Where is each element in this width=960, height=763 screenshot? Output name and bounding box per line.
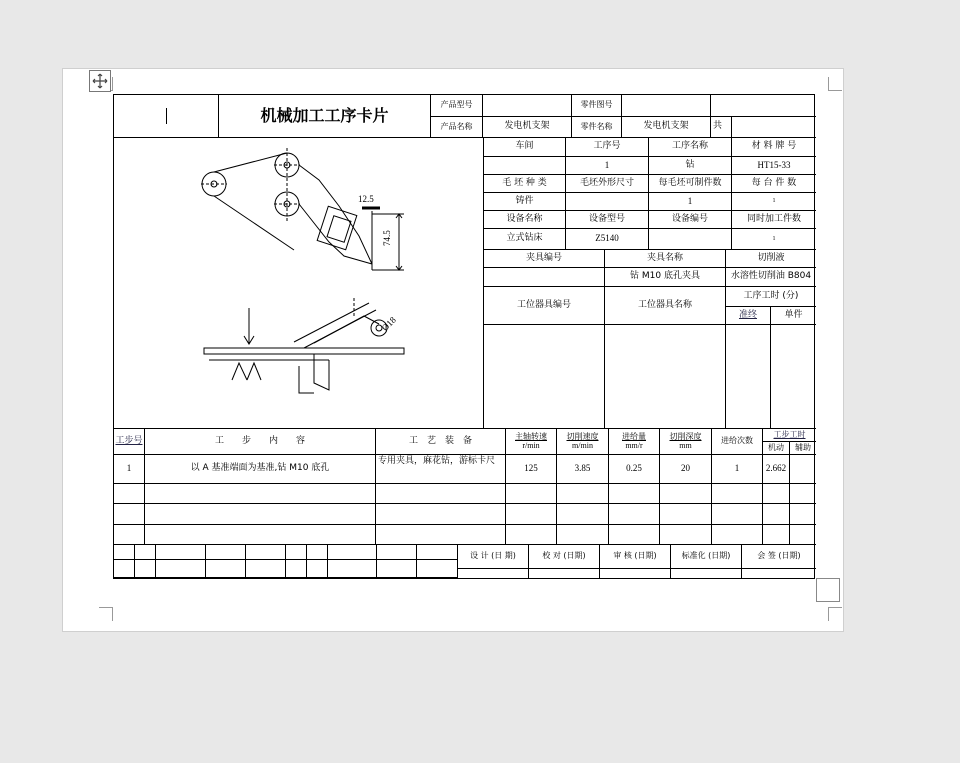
unit-time-area[interactable] (771, 325, 816, 429)
material-label: 材 料 牌 号 (732, 138, 816, 157)
total-label: 共 (711, 117, 732, 138)
table-row[interactable] (114, 525, 145, 545)
pieces-per-unit-value[interactable]: 1 (732, 193, 816, 211)
table-row[interactable] (763, 484, 790, 504)
step-1-spindle[interactable]: 125 (506, 455, 557, 484)
part-name-value[interactable]: 发电机支架 (622, 117, 711, 138)
dim-12-5: 12.5 (358, 194, 374, 204)
table-row[interactable] (609, 484, 660, 504)
pieces-per-unit-label: 每 台 件 数 (732, 175, 816, 193)
table-row[interactable] (145, 484, 376, 504)
table-row[interactable] (609, 525, 660, 545)
revision-cell[interactable] (135, 545, 156, 560)
table-row[interactable] (790, 525, 816, 545)
material-value[interactable]: HT15-33 (732, 157, 816, 175)
table-row[interactable] (376, 484, 506, 504)
step-1-speed[interactable]: 3.85 (557, 455, 609, 484)
cut-speed-unit: m/min (572, 440, 593, 450)
table-row[interactable] (557, 484, 609, 504)
table-row[interactable] (790, 504, 816, 525)
dim-74-5: 74.5 (382, 230, 392, 246)
revision-cell[interactable] (206, 545, 246, 560)
proof-signature-field[interactable] (529, 569, 600, 578)
logo-cell[interactable] (114, 95, 219, 138)
workshop-value[interactable] (484, 157, 566, 175)
equip-name-label: 设备名称 (484, 211, 566, 229)
op-no-value[interactable]: 1 (566, 157, 649, 175)
header-extra-top[interactable] (711, 95, 816, 117)
spindle-label: 主轴转速 (515, 431, 547, 441)
step-time-header: 工步工时 (763, 429, 816, 442)
station-tool-name-area[interactable] (605, 325, 726, 429)
coolant-value[interactable]: 水溶性切削油 B804 (726, 268, 816, 287)
cut-speed-header (557, 429, 609, 455)
step-1-aux[interactable] (790, 455, 816, 484)
header-extra-bottom[interactable] (732, 117, 816, 138)
product-name-label: 产品名称 (431, 117, 483, 138)
passes-header: 进给次数 (712, 429, 763, 455)
op-no-label: 工序号 (566, 138, 649, 157)
step-1-content[interactable]: 以 A 基准端面为基准,钻 M10 底孔 (145, 455, 376, 484)
machine-time-header: 机动 (763, 442, 790, 455)
table-row[interactable] (609, 504, 660, 525)
table-row[interactable] (506, 525, 557, 545)
revision-cell[interactable] (328, 560, 377, 578)
depth-header (660, 429, 712, 455)
step-content-header: 工 步 内 容 (145, 429, 376, 455)
station-tool-no-label: 工位器具编号 (484, 287, 605, 325)
table-row[interactable] (660, 525, 712, 545)
op-name-value[interactable]: 钻 (649, 157, 732, 175)
table-row[interactable] (114, 484, 145, 504)
revision-cell[interactable] (377, 560, 417, 578)
countersign-field[interactable] (742, 569, 816, 578)
depth-unit: mm (679, 440, 692, 450)
revision-cell[interactable] (286, 560, 307, 578)
revision-cell[interactable] (328, 545, 377, 560)
table-row[interactable] (790, 484, 816, 504)
part-drawing-no-value[interactable] (622, 95, 711, 117)
step-1-passes[interactable]: 1 (712, 455, 763, 484)
fixture-no-label: 夹具编号 (484, 250, 605, 268)
table-row[interactable] (660, 484, 712, 504)
crop-mark-bottom-right (828, 607, 842, 621)
step-equipment-header: 工 艺 装 备 (376, 429, 506, 455)
fixture-no-value[interactable] (484, 268, 605, 287)
table-row[interactable] (145, 525, 376, 545)
blank-type-value[interactable]: 铸件 (484, 193, 566, 211)
revision-cell[interactable] (156, 560, 206, 578)
spindle-unit: r/min (522, 440, 540, 450)
part-drawing (114, 138, 484, 429)
product-model-value[interactable] (483, 95, 572, 117)
revision-cell[interactable] (246, 560, 286, 578)
station-tool-no-area[interactable] (484, 325, 605, 429)
blank-size-label: 毛坯外形尺寸 (566, 175, 649, 193)
table-row[interactable] (506, 504, 557, 525)
part-name-label: 零件名称 (572, 117, 622, 138)
proof-signature-label: 校 对 (日期) (529, 545, 600, 569)
design-signature-label: 设 计 (日 期) (458, 545, 529, 569)
equip-name-value[interactable]: 立式钻床 (484, 229, 566, 250)
revision-cell[interactable] (417, 560, 458, 578)
process-card-table (113, 94, 815, 579)
concurrent-value[interactable]: 1 (732, 229, 816, 250)
prep-time-label[interactable]: 准终 (726, 307, 771, 325)
equip-no-value[interactable] (649, 229, 732, 250)
prep-time-area[interactable] (726, 325, 771, 429)
revision-cell[interactable] (114, 560, 135, 578)
product-model-label: 产品型号 (431, 95, 483, 117)
table-row[interactable] (763, 504, 790, 525)
table-row[interactable] (376, 504, 506, 525)
equip-model-value[interactable]: Z5140 (566, 229, 649, 250)
table-row[interactable] (660, 504, 712, 525)
dim-diameter: Ø18 (379, 314, 398, 333)
step-1-depth[interactable]: 20 (660, 455, 712, 484)
station-tool-name-label: 工位器具名称 (605, 287, 726, 325)
part-drawing-area (114, 138, 484, 429)
standard-signature-field[interactable] (671, 569, 742, 578)
step-1-equipment[interactable]: 专用夹具，麻花钻，游标卡尺 (376, 455, 506, 484)
feed-label: 进给量 (622, 431, 646, 441)
revision-cell[interactable] (377, 545, 417, 560)
table-row[interactable] (557, 525, 609, 545)
design-signature-field[interactable] (458, 569, 529, 578)
coolant-label: 切削液 (726, 250, 816, 268)
review-signature-field[interactable] (600, 569, 671, 578)
equip-no-label: 设备编号 (649, 211, 732, 229)
feed-unit: mm/r (625, 440, 643, 450)
crop-mark-top-right (828, 77, 842, 91)
step-1-feed[interactable]: 0.25 (609, 455, 660, 484)
revision-cell[interactable] (156, 545, 206, 560)
depth-label: 切削深度 (669, 431, 702, 441)
unit-time-label: 单件 (771, 307, 816, 325)
fixture-name-label: 夹具名称 (605, 250, 726, 268)
op-name-label: 工序名称 (649, 138, 732, 157)
table-move-handle-icon[interactable] (89, 70, 111, 92)
product-name-value[interactable]: 发电机支架 (483, 117, 572, 138)
revision-cell[interactable] (135, 560, 156, 578)
blank-size-value[interactable] (566, 193, 649, 211)
step-1-machine[interactable]: 2.662 (763, 455, 790, 484)
table-row[interactable] (712, 484, 763, 504)
revision-cell[interactable] (307, 560, 328, 578)
table-row[interactable] (145, 504, 376, 525)
pieces-per-blank-label: 每毛坯可制件数 (649, 175, 732, 193)
table-row[interactable] (376, 525, 506, 545)
cut-speed-label: 切削速度 (566, 431, 599, 441)
op-time-label: 工序工时 (分) (726, 287, 816, 307)
revision-cell[interactable] (286, 545, 307, 560)
table-row[interactable] (712, 504, 763, 525)
feed-header (609, 429, 660, 455)
table-row[interactable] (506, 484, 557, 504)
table-resize-handle[interactable] (816, 578, 840, 602)
table-row[interactable] (114, 504, 145, 525)
review-signature-label: 审 核 (日期) (600, 545, 671, 569)
blank-type-label: 毛 坯 种 类 (484, 175, 566, 193)
aux-time-header: 辅助 (790, 442, 816, 455)
revision-cell[interactable] (114, 545, 135, 560)
table-row[interactable] (763, 525, 790, 545)
step-no-header: 工步号 (114, 429, 145, 455)
part-drawing-no-label: 零件图号 (572, 95, 622, 117)
revision-cell[interactable] (417, 545, 458, 560)
table-row[interactable] (557, 504, 609, 525)
countersign-label: 会 签 (日期) (742, 545, 816, 569)
pieces-per-blank-value[interactable]: 1 (649, 193, 732, 211)
table-row[interactable] (712, 525, 763, 545)
fixture-name-value[interactable]: 钻 M10 底孔夹具 (605, 268, 726, 287)
workshop-label: 车间 (484, 138, 566, 157)
revision-cell[interactable] (307, 545, 328, 560)
card-title: 机械加工工序卡片 (219, 95, 431, 138)
crop-mark-bottom-left (99, 607, 113, 621)
revision-cell[interactable] (246, 545, 286, 560)
concurrent-label: 同时加工件数 (732, 211, 816, 229)
spindle-header (506, 429, 557, 455)
equip-model-label: 设备型号 (566, 211, 649, 229)
step-1-no[interactable]: 1 (114, 455, 145, 484)
revision-cell[interactable] (206, 560, 246, 578)
standard-signature-label: 标准化 (日期) (671, 545, 742, 569)
